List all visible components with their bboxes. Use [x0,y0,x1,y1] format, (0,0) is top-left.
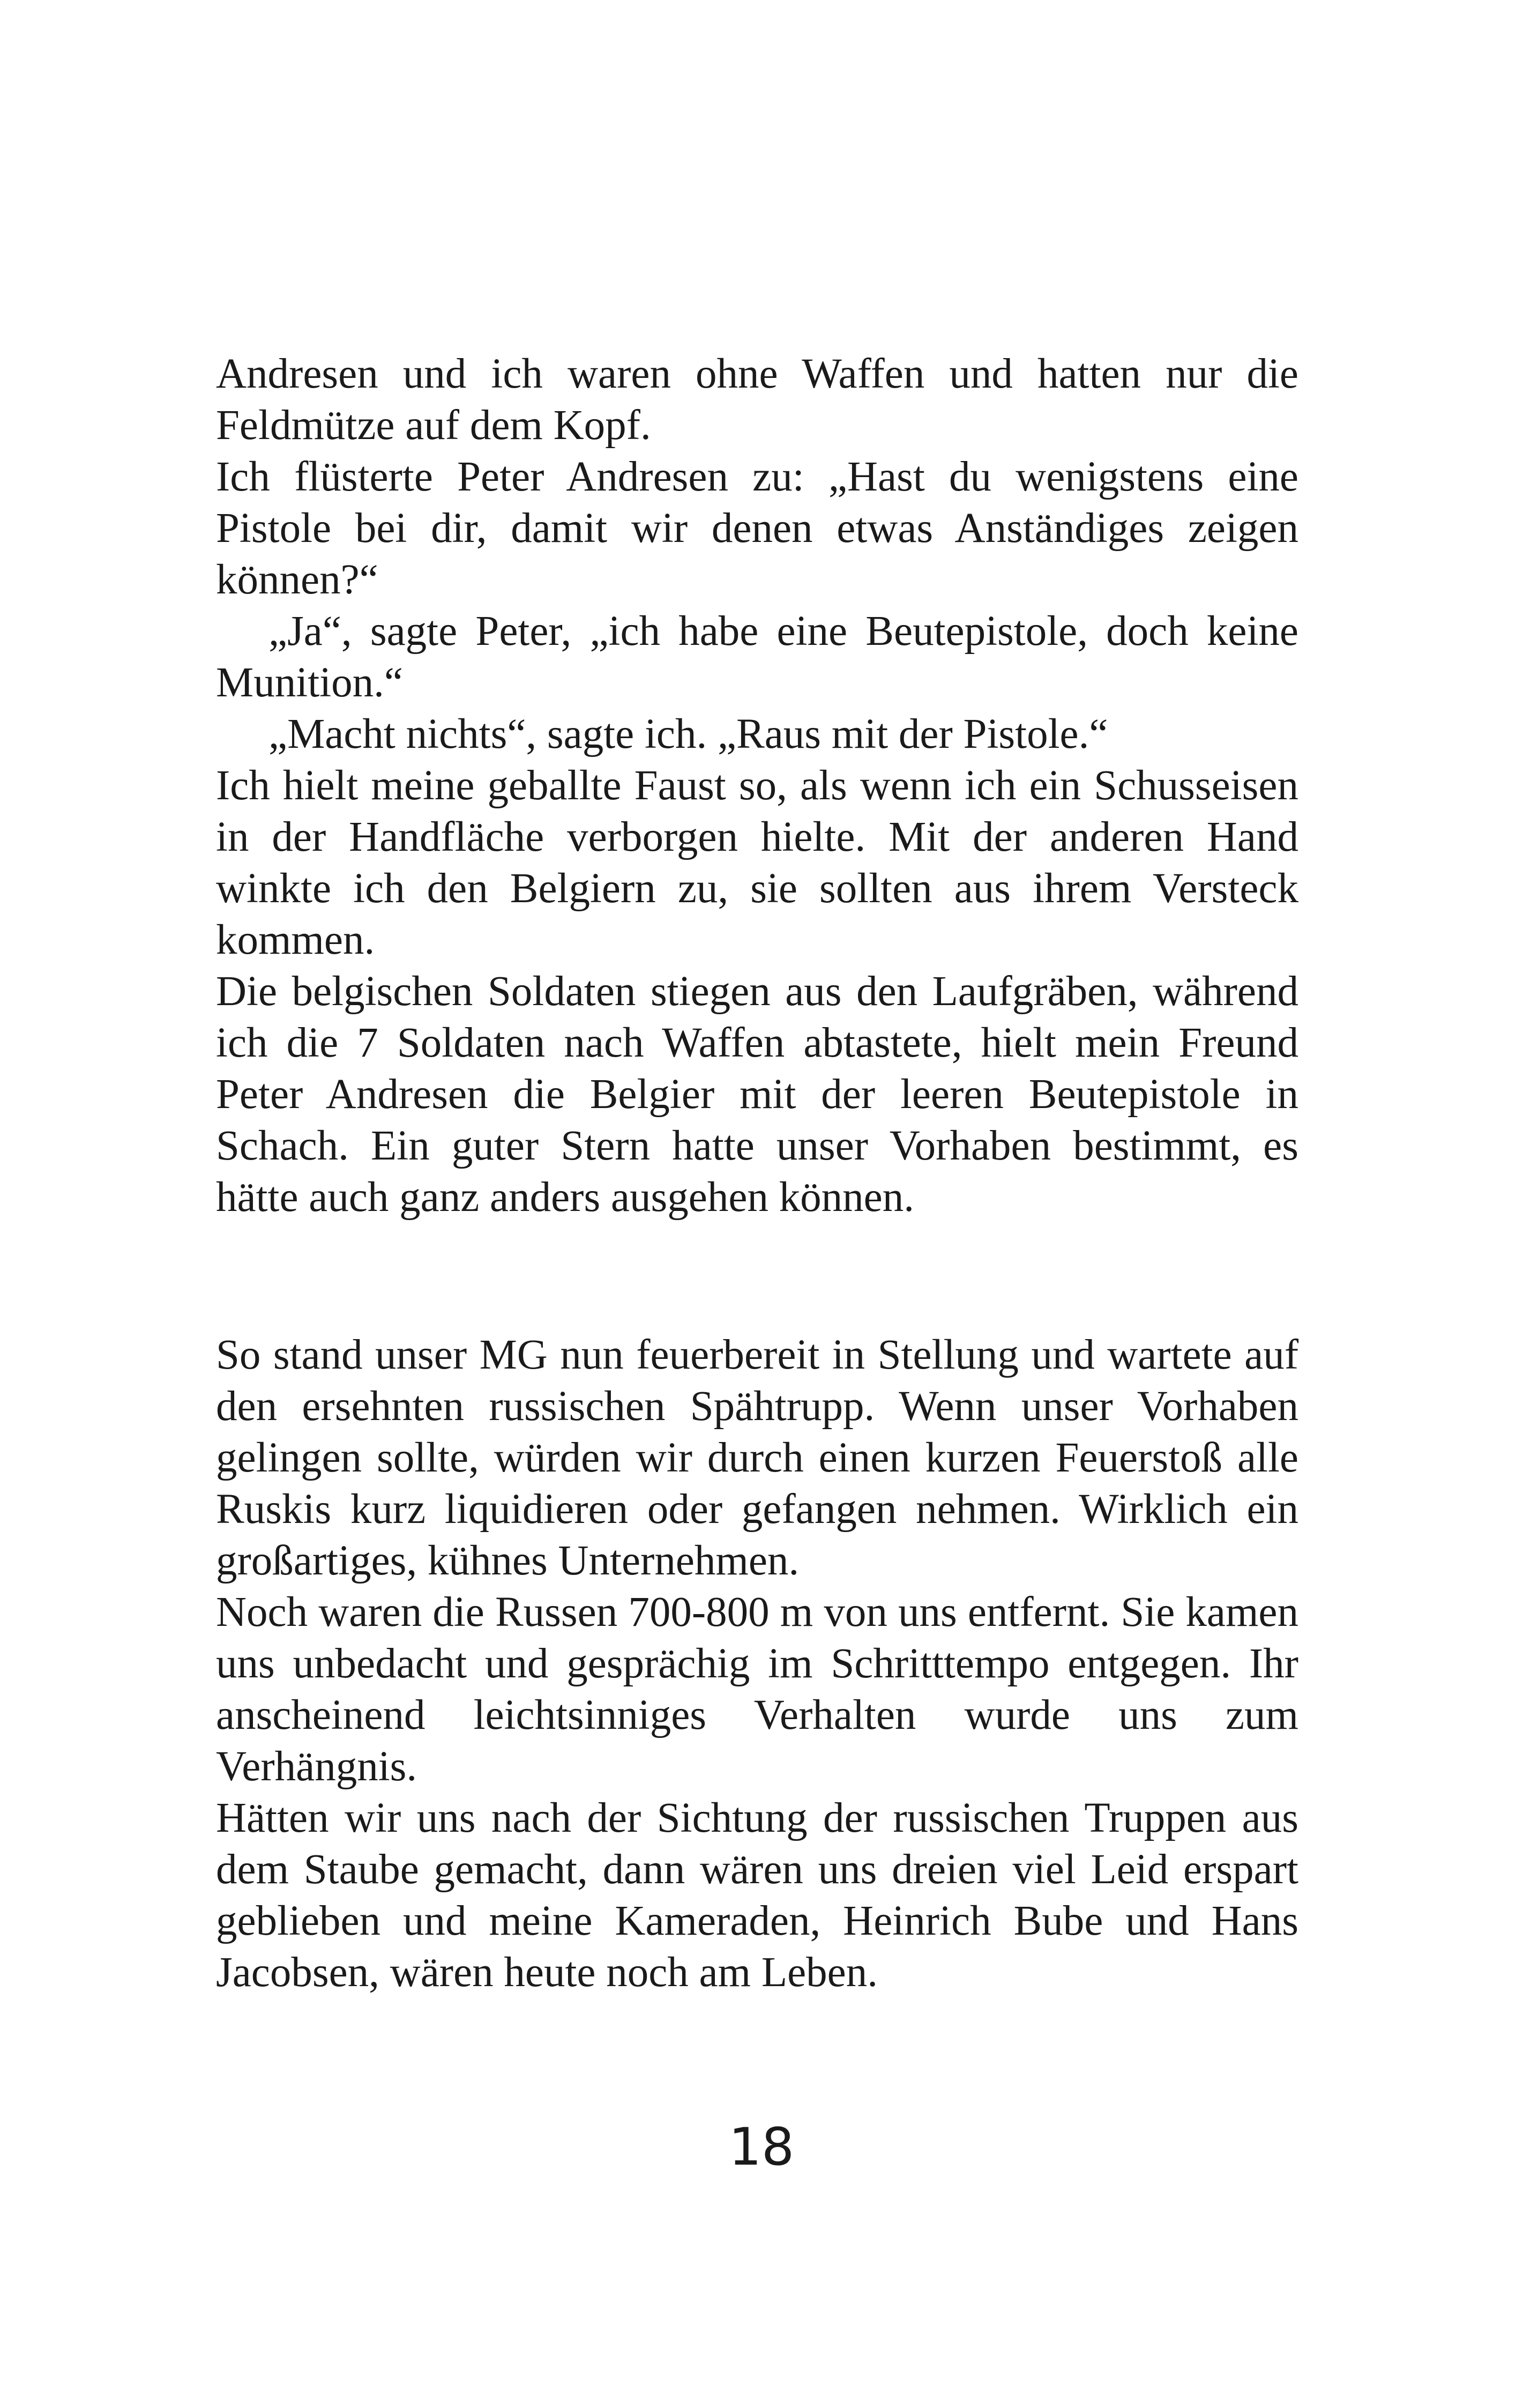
section-1-text [216,348,1298,1223]
paragraph-7: So stand unser MG nun feuerbereit in Stellung und wartete auf den ersehnten russischen Spähtrupp. Wenn unser Vorhaben gelingen sollte, würden wir durch einen kurzen Feuerstoß alle Ruskis kurz liquidieren oder gefangen nehmen. Wirklich ein großartiges, kühnes Unternehmen. [216,1332,1298,1584]
paragraph-6: Die belgischen Soldaten stiegen aus den Laufgräben, während ich die 7 Soldaten nach Waffen abtastete, hielt mein Freund Peter Andresen die Belgier mit der leeren Beutepistole in Schach. Ein guter Stern hatte unser Vorhaben bestimmt, es hätte auch ganz anders ausgehen können. [216,968,1298,1221]
paragraph-2: Ich flüsterte Peter Andresen zu: „Hast du wenigstens eine Pistole bei dir, damit wir denen etwas Anständiges zeigen können?“ [216,454,1298,603]
section-2-text [216,1329,1298,1998]
paragraph-9: Hätten wir uns nach der Sichtung der russischen Truppen aus dem Staube gemacht, dann wären uns dreien viel Leid erspart geblieben und meine Kameraden, Heinrich Bube und Hans Jacobsen, wären heute noch am Leben. [216,1795,1298,1996]
paragraph-3: „Ja“, sagte Peter, „ich habe eine Beutepistole, doch keine Munition.“ [216,608,1298,706]
page-number: 18 [728,2117,795,2177]
paragraph-4: „Macht nichts“, sagte ich. „Raus mit der Pistole.“ [268,711,1108,757]
paragraph-1: Andresen und ich waren ohne Waffen und hatten nur die Feldmütze auf dem Kopf. [216,351,1298,449]
paragraph-5: Ich hielt meine geballte Faust so, als wenn ich ein Schusseisen in der Handfläche verborgen hielte. Mit der anderen Hand winkte ich den Belgiern zu, sie sollten aus ihrem Versteck kommen. [216,762,1298,963]
paragraph-8: Noch waren die Russen 700-800 m von uns entfernt. Sie kamen uns unbedacht und gesprächig im Schritttempo entgegen. Ihr anscheinend leichtsinniges Verhalten wurde uns zum Verhängnis. [216,1589,1298,1790]
